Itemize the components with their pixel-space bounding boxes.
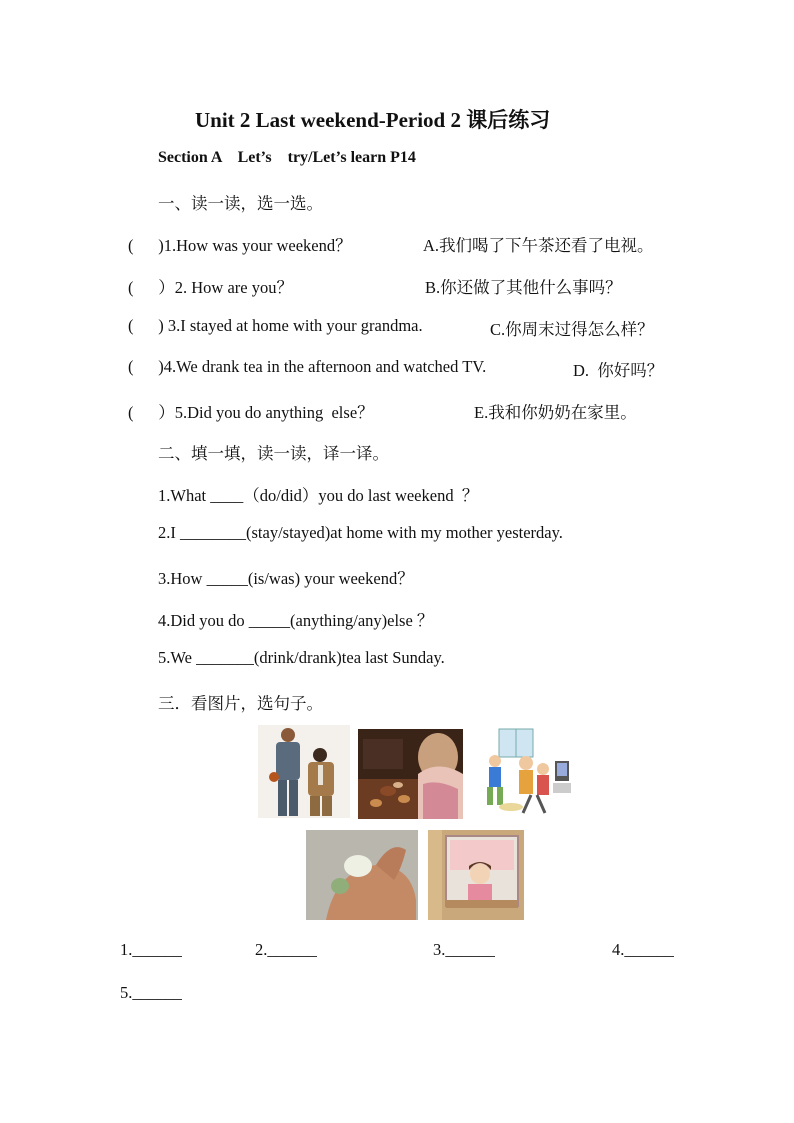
picture-two-men (258, 725, 350, 818)
match-answer-d: D. 你好吗？ (573, 361, 664, 380)
picture-family-cartoon (471, 725, 571, 818)
match-question-1: ( )1.How was your weekend？ (128, 236, 352, 255)
section3-heading: 三．看图片，选句子。 (158, 694, 323, 713)
picture-tea (358, 729, 463, 819)
picture-eggs-in-hand (306, 830, 418, 920)
fill-item-5: 5.We _______(drink/drank)tea last Sunday. (158, 648, 445, 667)
section-subtitle: Section A Let’s try/Let’s learn P14 (158, 149, 416, 166)
match-question-5: ( ）5.Did you do anything else？ (128, 403, 374, 422)
section1-heading: 一、读一读，选一选。 (158, 194, 323, 213)
answer-blank-1: 1.______ (120, 940, 182, 959)
match-answer-b: B.你还做了其他什么事吗？ (425, 278, 622, 297)
match-question-4: ( )4.We drank tea in the afternoon and watched TV. (128, 357, 487, 376)
fill-item-1: 1.What ____（do/did）you do last weekend ？ (158, 486, 479, 505)
fill-item-3: 3.How _____(is/was) your weekend？ (158, 569, 414, 588)
answer-blank-3: 3.______ (433, 940, 495, 959)
match-answer-e: E.我和你奶奶在家里。 (474, 403, 637, 422)
match-answer-c: C.你周末过得怎么样？ (490, 320, 654, 339)
fill-item-4: 4.Did you do _____(anything/any)else ？ (158, 611, 434, 630)
answer-blank-4: 4.______ (612, 940, 674, 959)
page-title: Unit 2 Last weekend-Period 2 课后练习 (195, 108, 551, 132)
match-question-2: ( ）2. How are you？ (128, 278, 293, 297)
answer-blank-2: 2.______ (255, 940, 317, 959)
section2-heading: 二、填一填，读一读，译一译。 (158, 444, 389, 463)
answer-blank-5: 5.______ (120, 983, 182, 1002)
fill-item-2: 2.I ________(stay/stayed)at home with my mother yesterday. (158, 523, 563, 542)
match-answer-a: A.我们喝了下午茶还看了电视。 (423, 236, 654, 255)
picture-girl-window (428, 830, 524, 920)
match-question-3: ( ) 3.I stayed at home with your grandma. (128, 316, 423, 335)
